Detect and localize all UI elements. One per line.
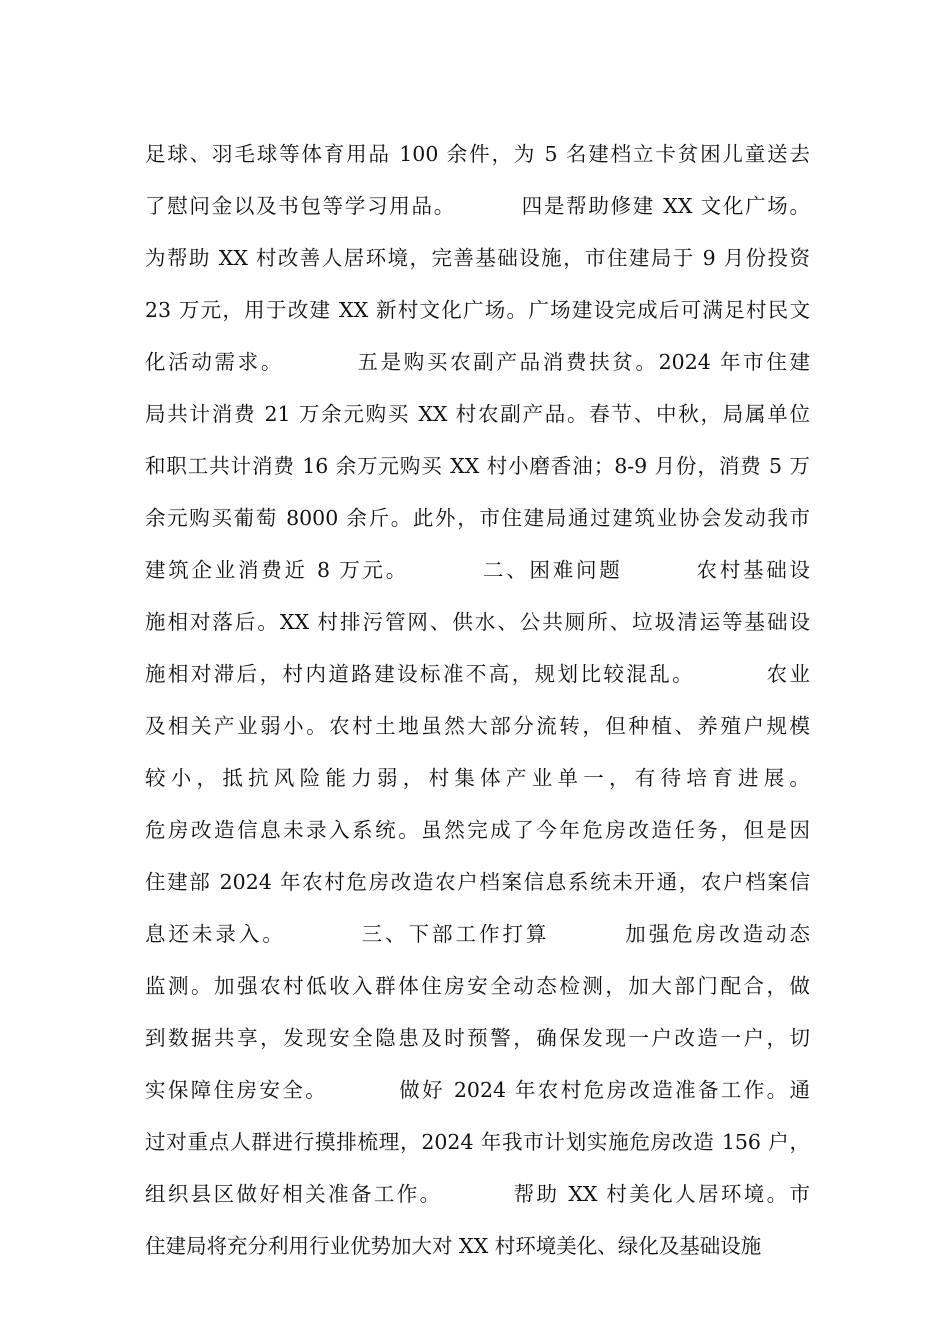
text-line: 息还未录入。 三、下部工作打算 加强危房改造动态 <box>145 922 810 946</box>
text-line: 住建部 2024 年农村危房改造农户档案信息系统未开通，农户档案信 <box>145 870 810 894</box>
text-line: 较小，抵抗风险能力弱，村集体产业单一，有待培育进展。 <box>145 766 810 790</box>
text-line: 了慰问金以及书包等学习用品。 四是帮助修建 XX 文化广场。 <box>145 194 810 218</box>
text-line: 及相关产业弱小。农村土地虽然大部分流转，但种植、养殖户规模 <box>145 714 810 738</box>
text-line: 施相对滞后，村内道路建设标准不高，规划比较混乱。 农业 <box>145 662 810 686</box>
body-text <box>145 128 810 1272</box>
text-line: 建筑企业消费近 8 万元。 二、困难问题 农村基础设 <box>145 558 810 582</box>
text-line: 住建局将充分利用行业优势加大对 XX 村环境美化、绿化及基础设施 <box>145 1234 762 1258</box>
text-line: 化活动需求。 五是购买农副产品消费扶贫。2024 年市住建 <box>145 350 810 374</box>
text-line: 到数据共享，发现安全隐患及时预警，确保发现一户改造一户，切 <box>145 1026 810 1050</box>
text-line: 施相对落后。XX 村排污管网、供水、公共厕所、垃圾清运等基础设 <box>145 610 810 634</box>
text-line: 过对重点人群进行摸排梳理，2024 年我市计划实施危房改造 156 户， <box>145 1130 810 1154</box>
text-line: 监测。加强农村低收入群体住房安全动态检测，加大部门配合，做 <box>145 974 810 998</box>
text-line: 为帮助 XX 村改善人居环境，完善基础设施，市住建局于 9 月份投资 <box>145 246 810 270</box>
text-line: 余元购买葡萄 8000 余斤。此外，市住建局通过建筑业协会发动我市 <box>145 506 810 530</box>
text-line: 局共计消费 21 万余元购买 XX 村农副产品。春节、中秋，局属单位 <box>145 402 810 426</box>
text-line: 实保障住房安全。 做好 2024 年农村危房改造准备工作。通 <box>145 1078 810 1102</box>
text-line: 危房改造信息未录入系统。虽然完成了今年危房改造任务，但是因 <box>145 818 810 842</box>
text-line: 23 万元，用于改建 XX 新村文化广场。广场建设完成后可满足村民文 <box>145 298 810 322</box>
text-line: 和职工共计消费 16 余万元购买 XX 村小磨香油；8-9 月份，消费 5 万 <box>145 454 810 478</box>
text-line: 组织县区做好相关准备工作。 帮助 XX 村美化人居环境。市 <box>145 1182 810 1206</box>
text-line: 足球、羽毛球等体育用品 100 余件，为 5 名建档立卡贫困儿童送去 <box>145 142 810 166</box>
